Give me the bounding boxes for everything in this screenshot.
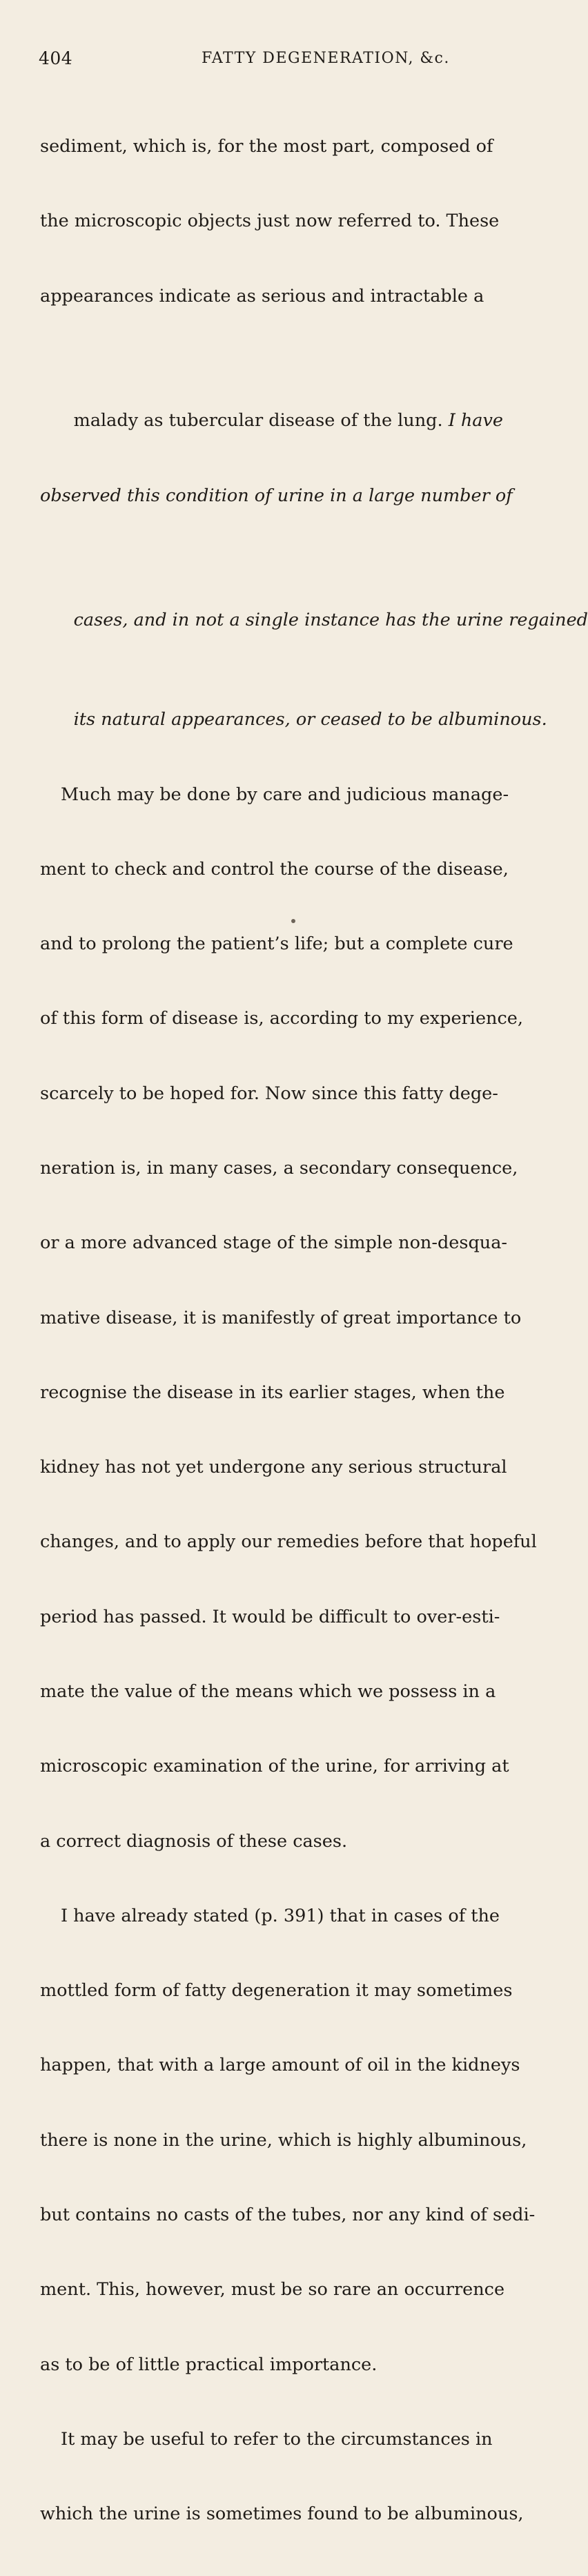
text-line-7 (40, 682, 547, 730)
text-line-23: I have already stated (p. 391) that in cases of the (61, 1905, 500, 1926)
text-line-8: Much may be done by care and judicious manage- (61, 784, 509, 805)
text-line-6-italic-rest: , and in not a single instance has the urine regained (122, 609, 588, 630)
text-line-14: or a more advanced stage of the simple non-desqua- (40, 1232, 508, 1254)
running-title: FATTY DEGENERATION, &c. (202, 50, 450, 67)
text-line-7-italic-rest: , or ceased to be albuminous. (284, 709, 547, 730)
text-line-3: appearances indicate as serious and intractable a (40, 285, 484, 307)
page-header (39, 48, 514, 76)
text-line-27: but contains no casts of the tubes, nor any kind of sedi- (40, 2204, 536, 2225)
text-line-18: changes, and to apply our remedies before that hopeful (40, 1531, 537, 1553)
text-line-29: as to be of little practical importance. (40, 2354, 378, 2375)
text-line-5: observed this condition of urine in a large number of (40, 485, 513, 506)
text-line-16: recognise the disease in its earlier stages, when the (40, 1382, 505, 1403)
text-line-6-italic: cases (73, 609, 123, 630)
text-line-31: which the urine is sometimes found to be albuminous, (40, 2504, 524, 2525)
text-line-24: mottled form of fatty degeneration it may sometimes (40, 1980, 513, 2002)
page-number: 404 (39, 48, 73, 68)
text-line-6 (40, 583, 588, 630)
text-line-9: ment to check and control the course of the disease, (40, 858, 509, 880)
text-line-4-roman: malady as tubercular disease of the lung. (73, 410, 449, 432)
text-line-1: sediment, which is, for the most part, composed of (40, 136, 493, 157)
text-line-28: ment. This, however, must be so rare an occurrence (40, 2279, 505, 2301)
text-line-15: mative disease, it is manifestly of great importance to (40, 1307, 522, 1328)
text-line-4 (40, 383, 523, 432)
text-line-21: microscopic examination of the urine, for arriving at (40, 1756, 509, 1777)
text-line-30: It may be useful to refer to the circumstances in (61, 2428, 493, 2450)
text-line-13: neration is, in many cases, a secondary consequence, (40, 1158, 518, 1179)
text-line-20: mate the value of the means which we possess in a (40, 1681, 496, 1702)
text-line-25: happen, that with a large amount of oil in the kidneys (40, 2055, 520, 2076)
text-line-12: scarcely to be hoped for. Now since this fatty dege- (40, 1083, 498, 1104)
text-line-19: period has passed. It would be difficult to over-esti- (40, 1606, 500, 1627)
text-line-10: and to prolong the patient’s life; but a complete cure (40, 933, 513, 955)
text-line-22: a correct diagnosis of these cases. (40, 1830, 348, 1852)
footer-mark (291, 919, 295, 923)
text-line-4-italic: I have (448, 410, 503, 432)
text-line-17: kidney has not yet undergone any serious structural (40, 1457, 507, 1478)
text-line-7-italic: its natural appearances (73, 709, 285, 730)
text-line-2: the microscopic objects just now referred to. These (40, 211, 500, 232)
text-line-11: of this form of disease is, according to my experience, (40, 1008, 523, 1029)
body-text (40, 84, 588, 2576)
text-line-26: there is none in the urine, which is highly albuminous, (40, 2129, 527, 2151)
